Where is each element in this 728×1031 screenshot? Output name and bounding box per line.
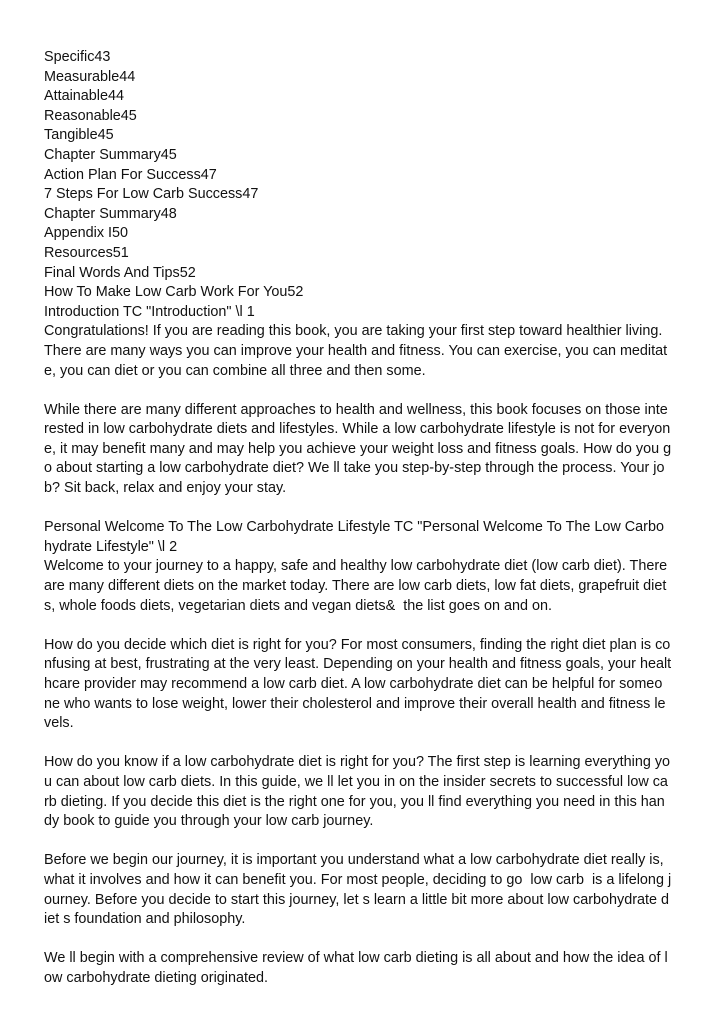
paragraph-line: vels. xyxy=(44,715,74,732)
toc-entry: Specific43 xyxy=(44,49,111,65)
toc-entry: Appendix I50 xyxy=(44,225,129,242)
toc-entry: Measurable44 xyxy=(44,68,136,85)
toc-entry: 7 Steps For Low Carb Success47 xyxy=(44,186,259,203)
paragraph-gap xyxy=(44,616,692,636)
paragraph-1 xyxy=(44,322,692,381)
paragraph-gap xyxy=(44,499,692,519)
paragraph-line: b? Sit back, relax and enjoy your stay. xyxy=(44,480,287,497)
paragraph-line: s, whole foods diets, vegetarian diets and vegan diets& the list goes on and on. xyxy=(44,597,553,614)
paragraph-line: ne who wants to lose weight, lower their cholesterol and improve their overall health and fitness le xyxy=(44,695,666,712)
paragraph-line: hcare provider may recommend a low carb diet. A low carbohydrate diet can be helpful for someo xyxy=(44,676,663,692)
paragraph-line: rested in low carbohydrate diets and lifestyles. While a low carbohydrate lifestyle is not for everyon xyxy=(44,421,671,438)
paragraph-line: what it involves and how it can benefit you. For most people, deciding to go low carb is a lifelong j xyxy=(44,871,672,888)
paragraph-line: There are many ways you can improve your health and fitness. You can exercise, you can meditat xyxy=(44,342,668,359)
paragraph-4 xyxy=(44,636,692,734)
toc-entry: Resources51 xyxy=(44,244,129,261)
paragraph-3 xyxy=(44,557,692,616)
intro-heading: Introduction TC "Introduction" \l 1 xyxy=(44,303,255,320)
paragraph-line: dy book to guide you through your low carb journey. xyxy=(44,813,374,830)
paragraph-line: nfusing at best, frustrating at the very least. Depending on your health and fitness goals, your healt xyxy=(44,656,672,673)
paragraph-line: Before we begin our journey, it is important you understand what a low carbohydrate diet really is, xyxy=(44,852,664,869)
paragraph-line: While there are many different approaches to health and wellness, this book focuses on those inte xyxy=(44,401,668,418)
paragraph-line: are many different diets on the market today. There are low carb diets, low fat diets, grapefruit diet xyxy=(44,578,667,595)
paragraph-line: How do you decide which diet is right for you? For most consumers, finding the right diet plan is co xyxy=(44,636,671,653)
paragraph-gap xyxy=(44,832,692,852)
toc-entry: How To Make Low Carb Work For You52 xyxy=(44,284,304,301)
toc-entry: Final Words And Tips52 xyxy=(44,264,196,281)
paragraph-5 xyxy=(44,753,692,831)
paragraph-line: e, you can diet or you can combine all three and then some. xyxy=(44,362,426,379)
paragraph-line: We ll begin with a comprehensive review of what low carb dieting is all about and how the idea of l xyxy=(44,950,668,967)
paragraph-2 xyxy=(44,401,692,499)
paragraph-line: e, it may benefit many and may help you achieve your weight loss and fitness goals. How do you g xyxy=(44,440,672,457)
paragraph-6 xyxy=(44,851,692,929)
paragraph-gap xyxy=(44,930,692,950)
paragraph-gap xyxy=(44,381,692,401)
toc-entry: Action Plan For Success47 xyxy=(44,166,217,183)
paragraph-gap xyxy=(44,734,692,754)
paragraph-line: o about starting a low carbohydrate diet? We ll take you step-by-step through the process. Your jo xyxy=(44,460,665,477)
welcome-heading xyxy=(44,518,692,557)
document-text xyxy=(44,48,692,989)
toc-entry: Tangible45 xyxy=(44,127,114,144)
toc-entry: Attainable44 xyxy=(44,88,125,105)
paragraph-line: Welcome to your journey to a happy, safe and healthy low carbohydrate diet (low carb diet). There xyxy=(44,558,668,575)
toc-entry: Chapter Summary48 xyxy=(44,205,177,222)
paragraph-line: rb dieting. If you decide this diet is the right one for you, you ll find everything you need in this han xyxy=(44,793,665,810)
paragraph-line: ourney. Before you decide to start this journey, let s learn a little bit more about low carbohydrate d xyxy=(44,891,669,908)
toc-entry: Chapter Summary45 xyxy=(44,146,177,163)
paragraph-line: u can about low carb diets. In this guide, we ll let you in on the insider secrets to successful low ca xyxy=(44,773,668,790)
paragraph-line: How do you know if a low carbohydrate diet is right for you? The first step is learning everything yo xyxy=(44,754,671,771)
heading-line: Personal Welcome To The Low Carbohydrate Lifestyle TC "Personal Welcome To The Low Carbo xyxy=(44,519,664,536)
paragraph-line: ow carbohydrate dieting originated. xyxy=(44,969,268,986)
heading-line: hydrate Lifestyle" \l 2 xyxy=(44,538,178,555)
paragraph-line: Congratulations! If you are reading this book, you are taking your first step toward healthier living. xyxy=(44,323,663,340)
toc-entry: Reasonable45 xyxy=(44,107,137,124)
paragraph-7 xyxy=(44,949,692,988)
paragraph-line: iet s foundation and philosophy. xyxy=(44,911,246,928)
table-of-contents xyxy=(44,48,692,303)
